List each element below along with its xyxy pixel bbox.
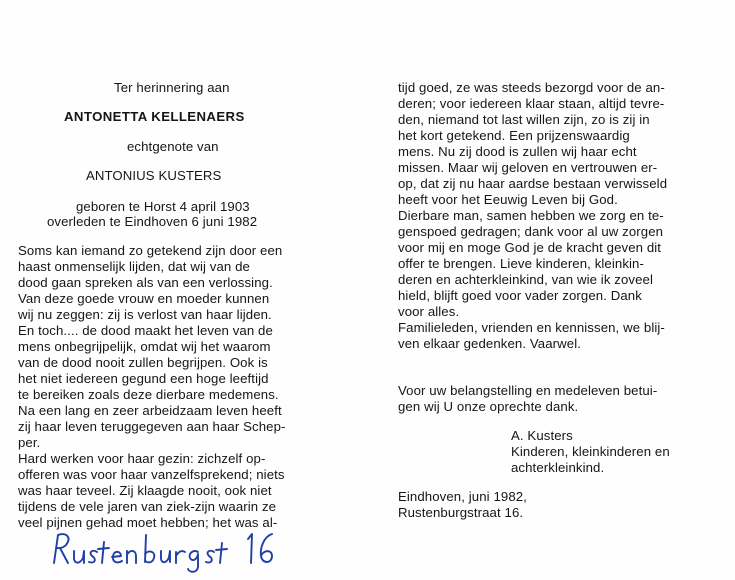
right-line: missen. Maar wij geloven en vertrouwen er-: [398, 160, 658, 175]
signature-line: achterkleinkind.: [511, 460, 605, 475]
left-line: te bereiken zoals deze dierbare medemens.: [18, 387, 279, 402]
left-line: Soms kan iemand zo getekend zijn door een: [18, 243, 283, 258]
right-line: genspoed gedragen; dank voor al uw zorgen: [398, 224, 664, 239]
death-line: overleden te Eindhoven 6 juni 1982: [47, 214, 258, 229]
right-line: voor mij en moge God je de kracht geven dit: [398, 240, 662, 255]
right-line: deren en achterkleinkind, van wie ik zoveel: [398, 272, 654, 287]
right-line: hield, blijft goed voor vader zorgen. Dank: [398, 288, 642, 303]
right-line: heeft voor het Eeuwig Leven bij God.: [398, 192, 618, 207]
left-line: veel pijnen gehad moet hebben; het was al-: [18, 515, 278, 530]
spouse-intro: echtgenote van: [127, 139, 219, 154]
right-line: Dierbare man, samen hebben we zorg en te-: [398, 208, 664, 223]
left-line: En toch.... de dood maakt het leven van de: [18, 323, 273, 338]
right-line: den, niemand tot last willen zijn, zo is zij in: [398, 112, 650, 127]
thanks-line: gen wij U onze oprechte dank.: [398, 399, 579, 414]
right-line: mens. Nu zij dood is zullen wij haar echt: [398, 144, 637, 159]
thanks-line: Voor uw belangstelling en medeleven betui-: [398, 383, 658, 398]
left-line: van de dood nooit zullen begrijpen. Ook is: [18, 355, 268, 370]
deceased-name: ANTONETTA KELLENAERS: [64, 109, 245, 124]
in-memory-text: Ter herinnering aan: [114, 80, 230, 95]
left-line: zij haar leven teruggegeven aan haar Schep-: [18, 419, 286, 434]
right-line: tijd goed, ze was steeds bezorgd voor de an-: [398, 80, 665, 95]
right-line: het kort getekend. Een prijzenswaardig: [398, 128, 630, 143]
right-line: ven elkaar gedenken. Vaarwel.: [398, 336, 581, 351]
place-date: Eindhoven, juni 1982,: [398, 489, 527, 504]
right-line: offer te brengen. Lieve kinderen, kleinkin-: [398, 256, 644, 271]
handwritten-address-note: [48, 527, 286, 573]
spouse-name: ANTONIUS KUSTERS: [86, 168, 222, 183]
right-line: op, dat zij nu haar aardse bestaan verwisseld: [398, 176, 668, 191]
left-line: was haar teveel. Zij klaagde nooit, ook niet: [18, 483, 272, 498]
birth-line: geboren te Horst 4 april 1903: [76, 199, 250, 214]
right-line: deren; voor iedereen klaar staan, altijd tevre-: [398, 96, 665, 111]
left-line: offeren was voor haar vanzelfsprekend; niets: [18, 467, 285, 482]
left-line: Na een lang en zeer arbeidzaam leven heeft: [18, 403, 282, 418]
left-line: het niet iedereen gegund een hoge leeftijd: [18, 371, 269, 386]
left-line: wij nu zeggen: zij is verlost van haar lijden.: [18, 307, 272, 322]
left-line: mens onbegrijpelijk, omdat wij het waarom: [18, 339, 271, 354]
left-line: per.: [18, 435, 41, 450]
signature-line: Kinderen, kleinkinderen en: [511, 444, 670, 459]
address: Rustenburgstraat 16.: [398, 505, 524, 520]
right-line: voor alles.: [398, 304, 460, 319]
left-line: dood gaan spreken als van een verlossing.: [18, 275, 273, 290]
left-line: tijdens de vele jaren van ziek-zijn waarin ze: [18, 499, 277, 514]
left-line: Van deze goede vrouw en moeder kunnen: [18, 291, 270, 306]
right-line: Familieleden, vrienden en kennissen, we blij-: [398, 320, 665, 335]
signature-line: A. Kusters: [511, 428, 573, 443]
left-line: Hard werken voor haar gezin: zichzelf op-: [18, 451, 266, 466]
left-line: haast onmenselijk lijden, dat wij van de: [18, 259, 250, 274]
